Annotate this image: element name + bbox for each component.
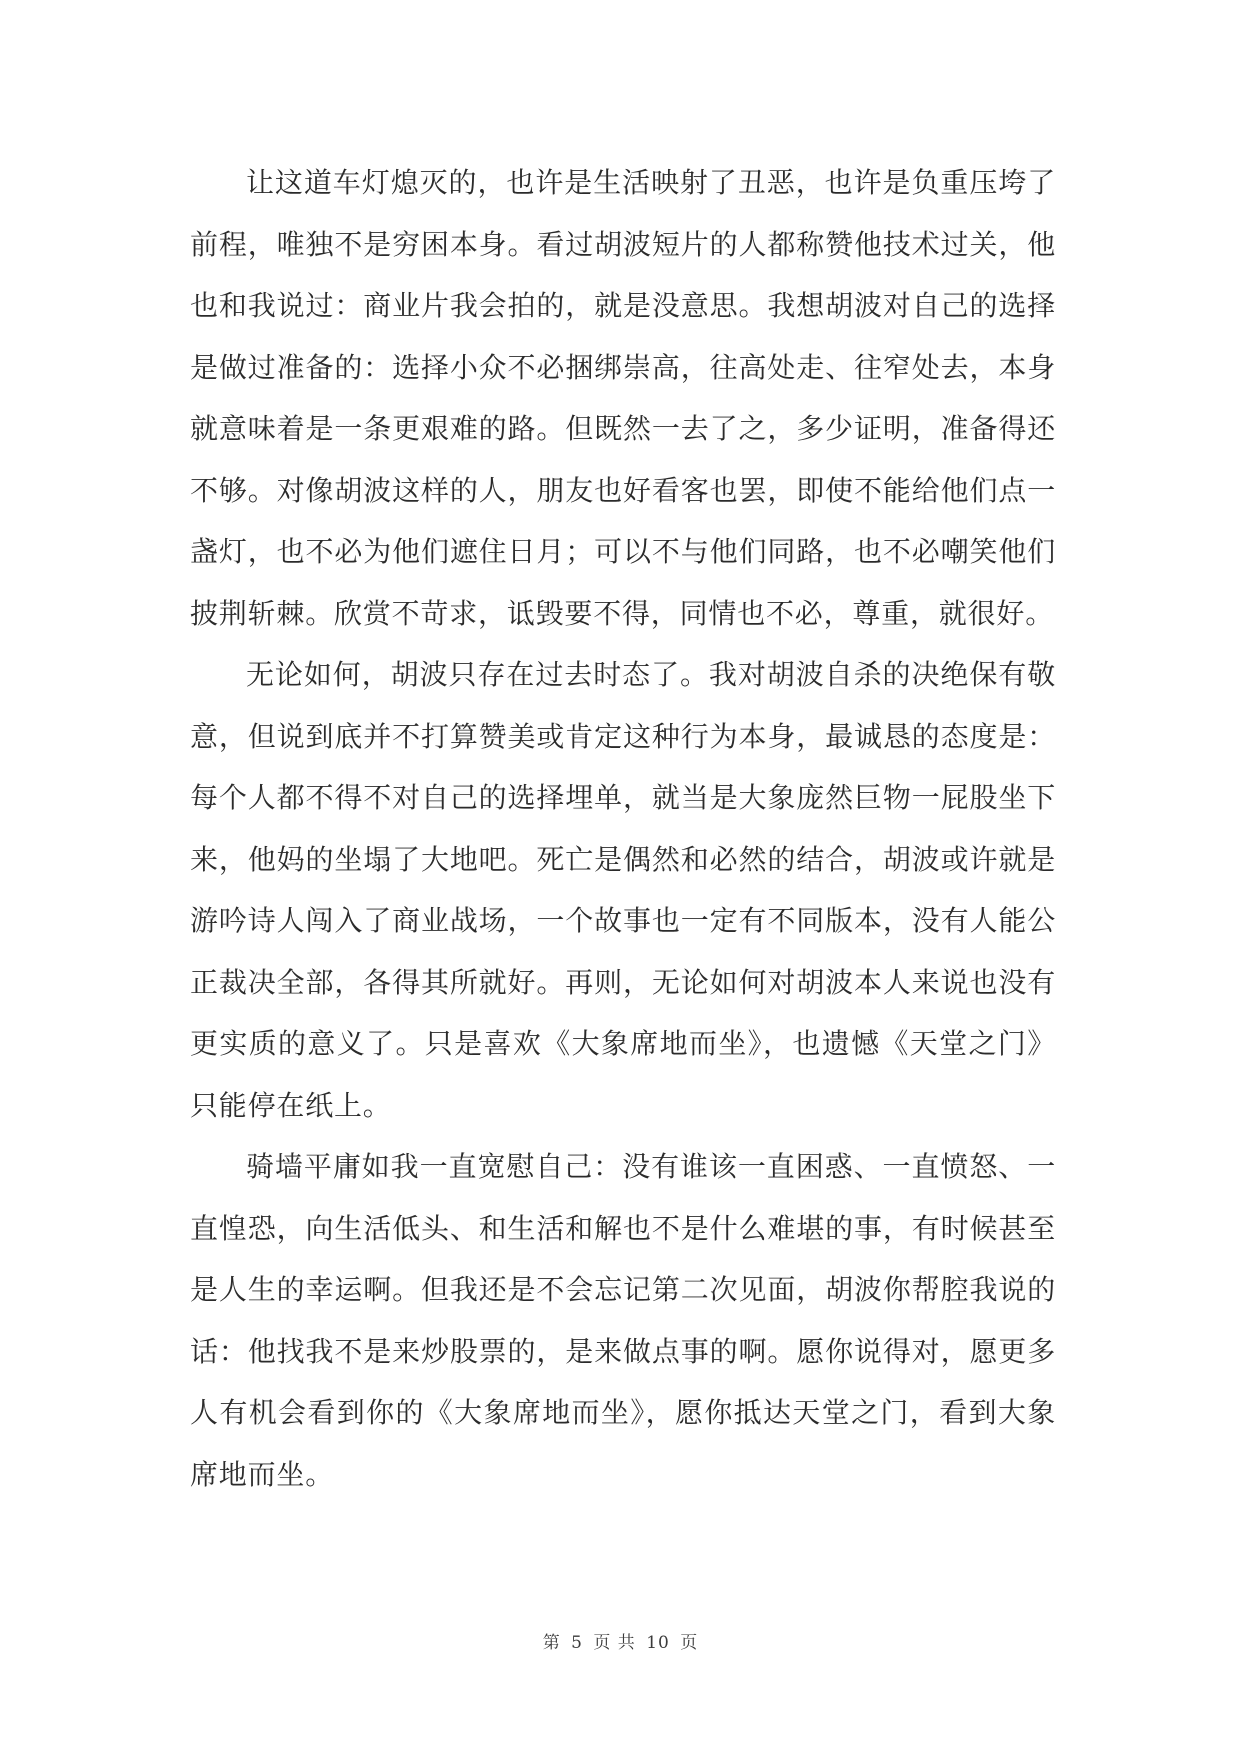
footer-middle: 页 共 [593, 1633, 636, 1653]
page-footer [0, 1628, 1241, 1653]
paragraph-1: 让这道车灯熄灭的，也许是生活映射了丑恶，也许是负重压垮了前程，唯独不是穷困本身。看过胡波短片的人都称赞他技术过关，他也和我说过：商业片我会拍的，就是没意思。我想胡波对自己的选择是做过准备的：选择小众不必捆绑崇高，往高处走、往窄处去，本身就意味着是一条更艰难的路。但既然一去了之，多少证明，准备得还不够。对像胡波这样的人，朋友也好看客也罢，即使不能给他们点一盏灯，也不必为他们遮住日月；可以不与他们同路，也不必嘲笑他们披荆斩棘。欣赏不苛求，诋毁要不得，同情也不必，尊重，就很好。 [190, 166, 1056, 630]
document-body [190, 152, 1056, 1505]
footer-total-pages: 10 [646, 1633, 670, 1653]
paragraph-3: 骑墙平庸如我一直宽慰自己：没有谁该一直困惑、一直愤怒、一直惶恐，向生活低头、和生活和解也不是什么难堪的事，有时候甚至是人生的幸运啊。但我还是不会忘记第二次见面，胡波你帮腔我说的话：他找我不是来炒股票的，是来做点事的啊。愿你说得对，愿更多人有机会看到你的《大象席地而坐》，愿你抵达天堂之门，看到大象席地而坐。 [190, 1150, 1056, 1491]
paragraph-2: 无论如何，胡波只存在过去时态了。我对胡波自杀的决绝保有敬意，但说到底并不打算赞美或肯定这种行为本身，最诚恳的态度是：每个人都不得不对自己的选择埋单，就当是大象庞然巨物一屁股坐下来，他妈的坐塌了大地吧。死亡是偶然和必然的结合，胡波或许就是游吟诗人闯入了商业战场，一个故事也一定有不同版本，没有人能公正裁决全部，各得其所就好。再则，无论如何对胡波本人来说也没有更实质的意义了。只是喜欢《大象席地而坐》，也遗憾《天堂之门》只能停在纸上。 [190, 658, 1056, 1122]
footer-prefix: 第 [542, 1633, 561, 1653]
footer-suffix: 页 [680, 1633, 699, 1653]
footer-page-number: 5 [571, 1633, 583, 1653]
